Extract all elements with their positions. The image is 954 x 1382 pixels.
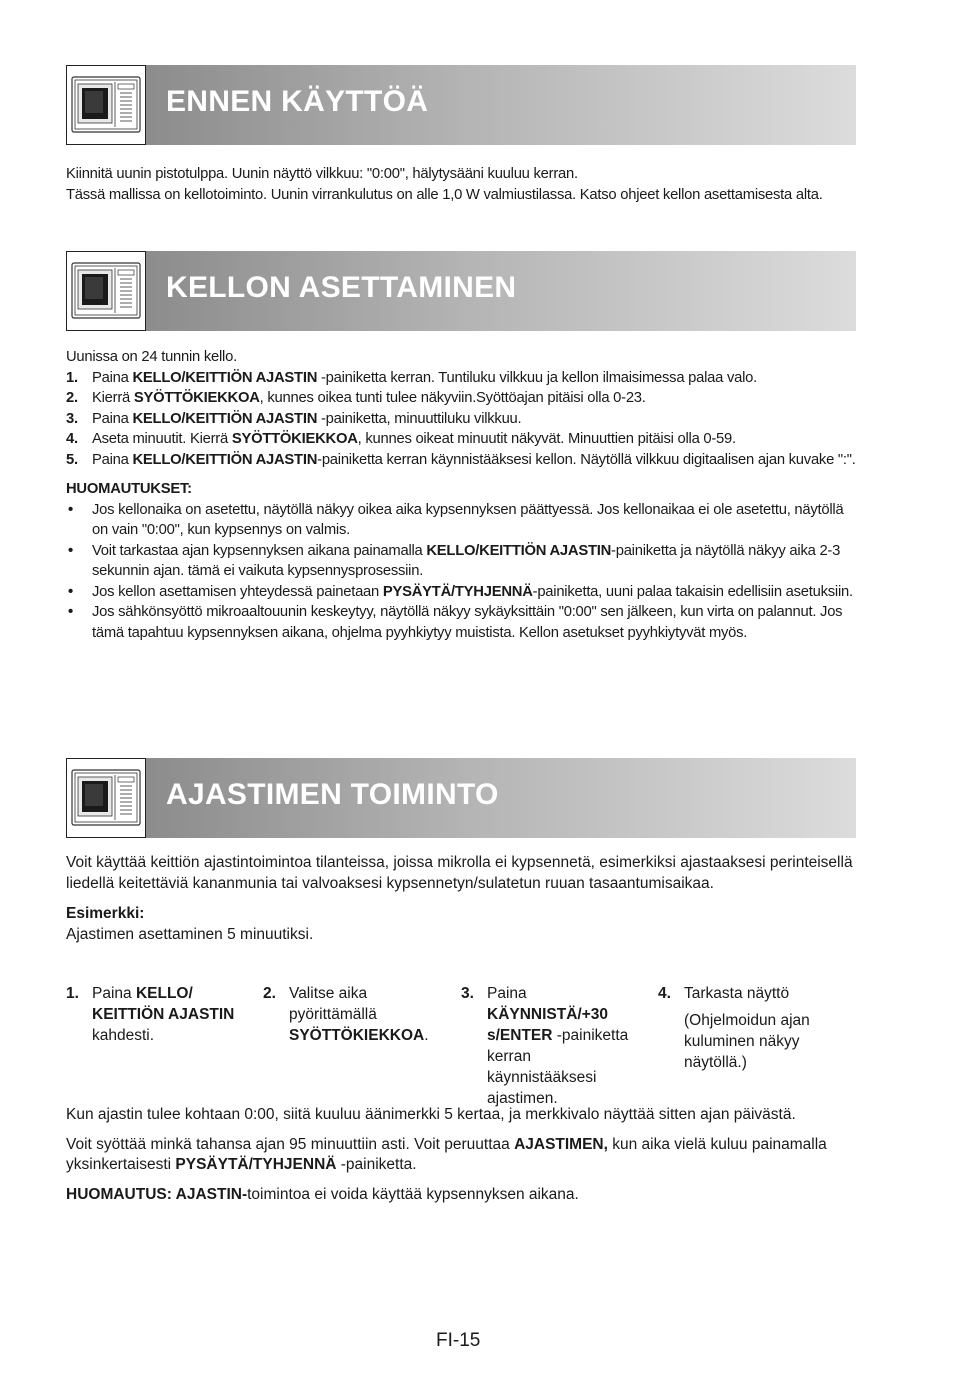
step-text: Paina	[92, 985, 136, 1002]
step-number: 5.	[66, 451, 78, 468]
section-title-bar	[146, 758, 856, 838]
note-text: toimintoa ei voida käyttää kypsennyksen aikana.	[247, 1185, 579, 1203]
note-item	[66, 500, 856, 541]
section-title: ENNEN KÄYTTÖÄ	[166, 85, 429, 118]
step-text: , kunnes oikeat minuutit näkyvät. Minuuttien pitäisi olla 0-59.	[357, 431, 736, 447]
step-text: Paina	[92, 410, 133, 427]
button-name: SYÖTTÖKIEKKOA	[289, 1027, 425, 1044]
before-use-text	[66, 164, 856, 205]
section-header-timer-function	[66, 758, 856, 838]
paragraph	[66, 1135, 856, 1176]
timer-note	[66, 1185, 856, 1206]
section-title-bar	[146, 65, 856, 145]
section-title: KELLON ASETTAMINEN	[166, 271, 517, 304]
section-header-clock-setting	[66, 251, 856, 331]
timer-step-3	[461, 983, 631, 1109]
clock-step	[66, 388, 856, 409]
step-note: (Ohjelmoidun ajan kuluminen näkyy näytöllä.)	[684, 1012, 810, 1071]
note-text: Voit tarkastaa ajan kypsennyksen aikana painamalla	[92, 542, 427, 559]
step-number: 3.	[461, 985, 474, 1002]
bullet: •	[68, 583, 73, 600]
section-header-before-use	[66, 65, 856, 145]
paragraph-text: Voit syöttää minkä tahansa ajan 95 minuuttiin asti. Voit peruuttaa	[66, 1135, 515, 1153]
note-item	[66, 582, 856, 603]
note-text: Jos kellon asettamisen yhteydessä painetaan	[92, 583, 383, 600]
step-number: 4.	[66, 431, 78, 447]
step-number: 1.	[66, 369, 78, 386]
note-text: Jos sähkönsyöttö mikroaaltouunin keskeytyy, näytöllä näkyy sykäyksittäin "0:00" sen jälkeen, kun virta on palannut. Jos tämä tapahtuu kypsennyksen aikana, ohjelma pyyhkiytyy muistista. Kellon asetukset pyyhkiytyvät myös.	[92, 604, 843, 641]
microwave-icon	[66, 251, 146, 331]
timer-intro: Voit käyttää keittiön ajastintoimintoa tilanteissa, joissa mikrolla ei kypsennetä, esimerkiksi ajastaaksesi perinteisellä liedellä keitettäviä kananmunia tai valvoaksesi kypsennetyn/sulatetun ruuan tasaantumisaikaa.	[66, 854, 853, 892]
timer-step-4	[658, 983, 858, 1073]
paragraph-text: kun aika vielä kuluu painamalla yksinkertaisesti	[66, 1135, 827, 1173]
paragraph-text: -painiketta.	[336, 1156, 417, 1173]
microwave-icon	[66, 65, 146, 145]
step-text: Aseta minuutit. Kierrä	[92, 431, 232, 447]
clock-step	[66, 409, 856, 430]
paragraph: Kun ajastin tulee kohtaan 0:00, siitä kuuluu äänimerkki 5 kertaa, ja merkkivalo näyttää sitten ajan päivästä.	[66, 1106, 796, 1123]
timer-intro-block	[66, 853, 856, 945]
bullet: •	[68, 604, 73, 620]
paragraph: Kiinnitä uunin pistotulppa. Uunin näyttö vilkkuu: "0:00", hälytysääni kuuluu kerran.	[66, 166, 578, 182]
step-text: .	[424, 1027, 429, 1044]
section-title: AJASTIMEN TOIMINTO	[166, 778, 499, 811]
step-number: 3.	[66, 410, 78, 427]
clock-intro: Uunissa on 24 tunnin kello.	[66, 349, 237, 365]
notes-heading: HUOMAUTUKSET:	[66, 481, 192, 497]
timer-step-2	[263, 983, 433, 1046]
timer-closing-block	[66, 1105, 856, 1205]
clock-step	[66, 368, 856, 389]
step-text: , kunnes oikea tunti tulee näkyviin.Syöttöajan pitäisi olla 0-23.	[259, 390, 646, 406]
button-name: KELLO/ KEITTIÖN AJASTIN	[92, 985, 235, 1023]
button-name: PYSÄYTÄ/TYHJENNÄ	[175, 1156, 337, 1173]
button-name: SYÖTTÖKIEKKOA	[133, 390, 260, 406]
bullet: •	[68, 501, 73, 518]
note-text: -painiketta, uuni palaa takaisin edellisiin asetuksiin.	[532, 583, 853, 600]
step-text: Kierrä	[92, 390, 134, 406]
microwave-icon	[66, 758, 146, 838]
note-item	[66, 602, 856, 643]
step-text: Paina	[92, 451, 133, 468]
step-text: -painiketta kerran käynnistääksesi kellon. Näytöllä vilkkuu digitaalisen ajan kuvake ":".	[317, 451, 856, 468]
note-text: -painiketta ja näytöllä näkyy aika 2-3 sekunnin ajan. tämä ei vaikuta kypsennysprosessiin.	[92, 542, 841, 579]
step-text: Tarkasta näyttö	[684, 985, 790, 1002]
button-name: KELLO/KEITTIÖN AJASTIN	[132, 451, 318, 468]
button-name: KELLO/KEITTIÖN AJASTIN	[426, 542, 612, 559]
button-name: SYÖTTÖKIEKKOA	[231, 431, 358, 447]
section-title-bar	[146, 251, 856, 331]
button-name: AJASTIMEN,	[514, 1135, 608, 1153]
button-name: KELLO/KEITTIÖN AJASTIN	[132, 369, 318, 386]
note-item	[66, 541, 856, 582]
step-text: kahdesti.	[92, 1027, 155, 1044]
step-text: Paina	[92, 369, 133, 386]
clock-setting-text	[66, 347, 856, 643]
step-number: 2.	[66, 390, 78, 406]
button-name: KÄYNNISTÄ/+30 s/ENTER	[487, 1006, 609, 1044]
step-number: 2.	[263, 985, 276, 1002]
step-text: Valitse aika pyörittämällä	[289, 985, 377, 1023]
step-text: -painiketta kerran käynnistääksesi ajastimen.	[487, 1027, 629, 1107]
button-name: KELLO/KEITTIÖN AJASTIN	[132, 410, 318, 427]
clock-step	[66, 429, 856, 450]
step-number: 4.	[658, 985, 671, 1002]
button-name: PYSÄYTÄ/TYHJENNÄ	[382, 583, 533, 600]
step-text: Paina	[487, 985, 527, 1002]
note-text: Jos kellonaika on asetettu, näytöllä näkyy oikea aika kypsennyksen päättyessä. Jos kellonaikaa ei ole asetettu, näytöllä on vain "0:00", kun kypsennys on valmis.	[92, 501, 844, 538]
note-label: HUOMAUTUS: AJASTIN-	[66, 1185, 248, 1203]
step-number: 1.	[66, 985, 79, 1002]
example-heading: Esimerkki:	[66, 905, 145, 922]
paragraph: Tässä mallissa on kellotoiminto. Uunin virrankulutus on alle 1,0 W valmiustilassa. Katso ohjeet kellon asettamisesta alta.	[66, 186, 823, 203]
bullet: •	[68, 542, 73, 559]
clock-step	[66, 450, 856, 471]
step-text: -painiketta, minuuttiluku vilkkuu.	[317, 410, 522, 427]
step-text: -painiketta kerran. Tuntiluku vilkkuu ja kellon ilmaisimessa palaa valo.	[317, 369, 757, 386]
timer-step-1	[66, 983, 236, 1046]
page-number: FI-15	[436, 1330, 481, 1351]
example-text: Ajastimen asettaminen 5 minuutiksi.	[66, 925, 314, 943]
